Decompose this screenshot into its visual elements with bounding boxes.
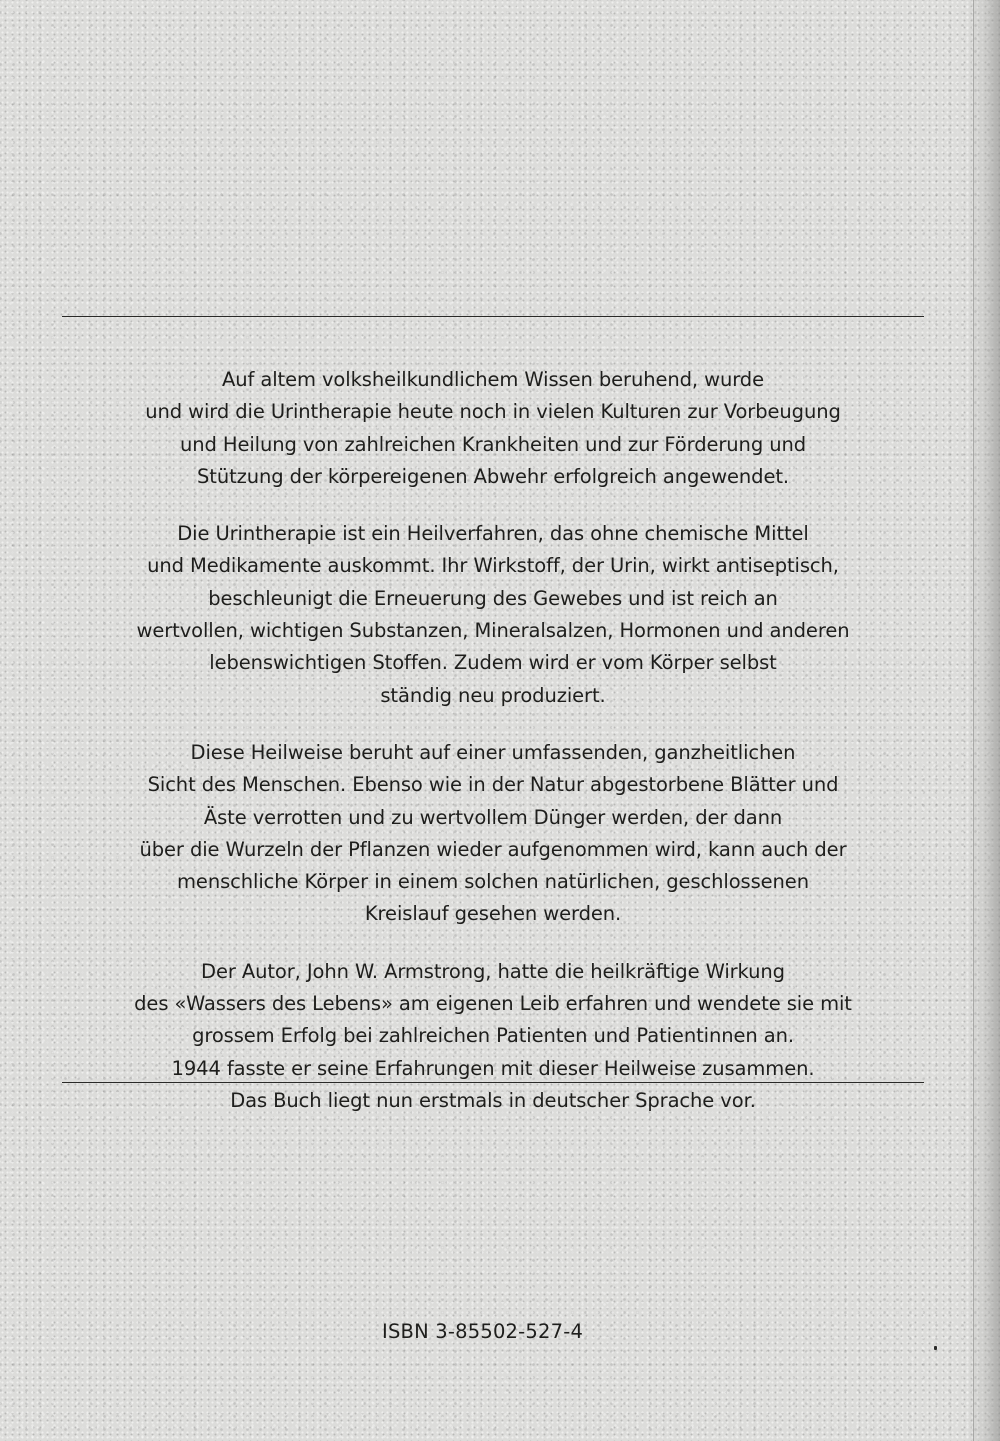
blurb-paragraph-4	[62, 956, 924, 1117]
blurb-line: Das Buch liegt nun erstmals in deutscher Sprache vor.	[230, 1088, 756, 1112]
blurb-line: und wird die Urintherapie heute noch in vielen Kulturen zur Vorbeugung	[145, 400, 841, 424]
blurb-line: Der Autor, John W. Armstrong, hatte die heilkräftige Wirkung	[201, 959, 785, 983]
blurb-line: Stützung der körpereigenen Abwehr erfolgreich angewendet.	[197, 464, 789, 488]
blurb-line: ständig neu produziert.	[380, 683, 606, 707]
bottom-divider	[62, 1082, 924, 1083]
blurb-line: Auf altem volksheilkundlichem Wissen beruhend, wurde	[222, 368, 764, 391]
blurb-line: grossem Erfolg bei zahlreichen Patienten und Patientinnen an.	[192, 1024, 794, 1048]
blurb-line: Die Urintherapie ist ein Heilverfahren, das ohne chemische Mittel	[177, 522, 809, 546]
blurb-line: menschliche Körper in einem solchen natürlichen, geschlossenen	[177, 870, 809, 894]
blurb-line: Diese Heilweise beruht auf einer umfassenden, ganzheitlichen	[190, 740, 796, 764]
blurb-text	[62, 364, 924, 1117]
blurb-line: und Heilung von zahlreichen Krankheiten und zur Förderung und	[179, 432, 806, 456]
blurb-paragraph-3	[62, 737, 924, 931]
isbn-number: ISBN 3-85502-527-4	[382, 1320, 584, 1343]
blurb-line: Kreislauf gesehen werden.	[364, 902, 622, 926]
blurb-line: wertvollen, wichtigen Substanzen, Mineralsalzen, Hormonen und anderen	[136, 619, 850, 643]
blurb-line: und Medikamente auskommt. Ihr Wirkstoff, der Urin, wirkt antiseptisch,	[147, 554, 839, 578]
spine-fold-line	[973, 0, 974, 1441]
blurb-line: 1944 fasste er seine Erfahrungen mit dieser Heilweise zusammen.	[171, 1056, 815, 1080]
blurb-paragraph-1	[62, 364, 924, 493]
blurb-line: des «Wassers des Lebens» am eigenen Leib erfahren und wendete sie mit	[134, 992, 852, 1016]
ink-speck	[934, 1346, 937, 1350]
blurb-line: über die Wurzeln der Pflanzen wieder aufgenommen wird, kann auch der	[139, 837, 847, 861]
spine-shadow	[966, 0, 1000, 1441]
blurb-line: lebenswichtigen Stoffen. Zudem wird er vom Körper selbst	[209, 651, 777, 675]
blurb-line: Äste verrotten und zu wertvollem Dünger werden, der dann	[203, 805, 783, 829]
blurb-paragraph-2	[62, 518, 924, 712]
blurb-line: Sicht des Menschen. Ebenso wie in der Natur abgestorbene Blätter und	[147, 773, 839, 797]
blurb-line: beschleunigt die Erneuerung des Gewebes und ist reich an	[208, 586, 778, 610]
top-divider	[62, 316, 924, 317]
